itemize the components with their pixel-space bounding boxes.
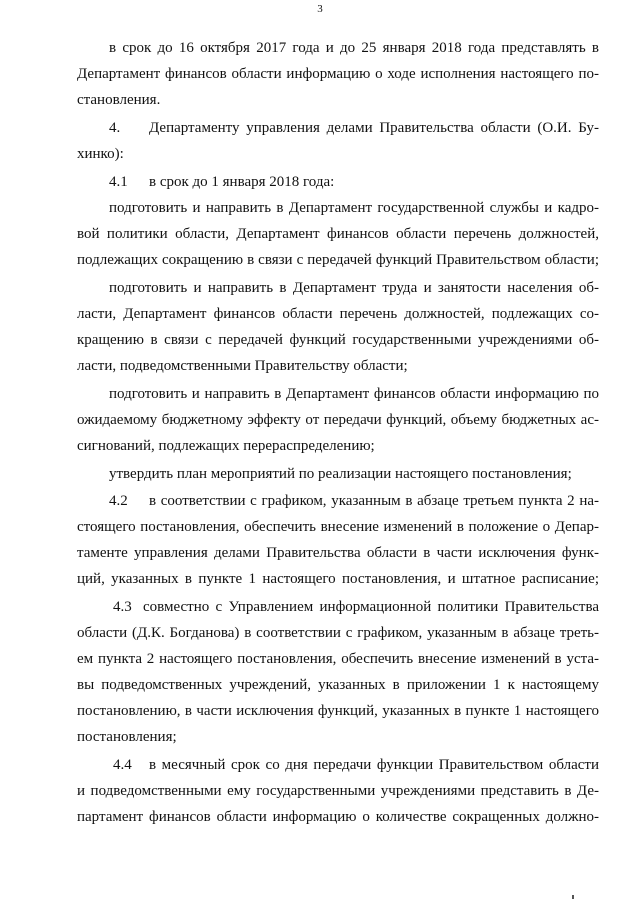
text-line: Департамент финансов области информацию о ходе исполнения настоящего по- [77,66,599,82]
text-line: в срок до 16 октября 2017 года и до 25 января 2018 года представлять в [109,40,599,56]
text-line: сигнований, подлежащих перераспределению; [77,438,375,454]
text-line: совместно с Управлением информационной политики Правительства [143,599,599,615]
text-line: хинко): [77,146,124,162]
text-line: в месячный срок со дня передачи функции Правительством области [149,757,599,773]
item-number: 4.2 [109,493,128,509]
text-line: становления. [77,92,161,108]
text-line: подготовить и направить в Департамент государственной службы и кадро- [109,200,599,216]
text-line: кращению в связи с передачей функций государственными учреждениями об- [77,332,599,348]
page-number: 3 [317,3,323,15]
text-line: подлежащих сокращению в связи с передачей функций Правительством области; [77,252,599,268]
text-line: ласти, подведомственными Правительству области; [77,358,408,374]
text-line: партамент финансов области информацию о количестве сокращенных должно- [77,809,599,825]
text-line: вой политики области, Департамент финансов области перечень должностей, [77,226,599,242]
text-line: ций, указанных в пункте 1 настоящего постановления, и штатное расписание; [77,571,599,587]
text-line: ожидаемому бюджетному эффекту от передачи функций, объему бюджетных ас- [77,412,599,428]
text-line: ем пункта 2 настоящего постановления, обеспечить внесение изменений в уста- [77,651,599,667]
text-line: постановлению, в части исключения функций, указанных в пункте 1 настоящего [77,703,599,719]
text-line: таменте управления делами Правительства области в части исключения функ- [77,545,599,561]
text-line: стоящего постановления, обеспечить внесение изменений в положение о Депар- [77,519,599,535]
text-line: ласти, Департамент финансов области перечень должностей, подлежащих со- [77,306,599,322]
text-line: и подведомственными ему государственными учреждениями представить в Де- [77,783,599,799]
item-number: 4.1 [109,174,128,190]
text-line: утвердить план мероприятий по реализации настоящего постановления; [109,466,572,482]
text-line: Департаменту управления делами Правительства области (О.И. Бу- [149,120,599,136]
text-line: постановления; [77,729,177,745]
text-line: в соответствии с графиком, указанным в абзаце третьем пункта 2 на- [149,493,599,509]
item-number: 4.4 [113,757,132,773]
text-line: в срок до 1 января 2018 года: [149,174,335,190]
text-line: подготовить и направить в Департамент финансов области информацию по [109,386,599,402]
item-number: 4.3 [113,599,132,615]
item-number: 4. [109,120,121,136]
scan-mark [572,895,574,899]
text-line: подготовить и направить в Департамент труда и занятости населения об- [109,280,599,296]
text-line: вы подведомственных учреждений, указанных в приложении 1 к настоящему [77,677,599,693]
text-line: области (Д.К. Богданова) в соответствии с графиком, указанным в абзаце треть- [77,625,599,641]
